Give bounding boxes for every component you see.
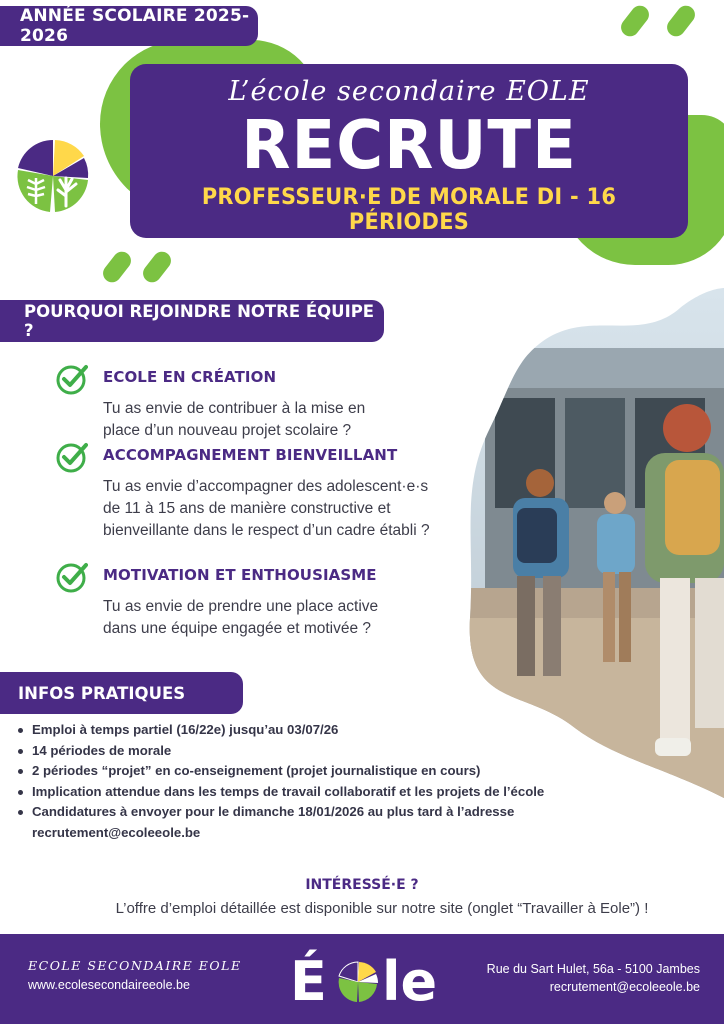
- reason-text: Tu as envie d’accompagner des adolescent·e·s de 11 à 15 ans de manière constructive et bienveillante dans le respect d’un cadre établi ?: [103, 478, 430, 539]
- reason-title: MOTIVATION ET ENTHOUSIASME: [103, 566, 377, 584]
- green-dash-decor: [617, 2, 652, 40]
- footer-website-link[interactable]: www.ecolesecondaireeole.be: [28, 978, 190, 992]
- green-dash-decor: [99, 248, 134, 286]
- check-circle-icon: [56, 561, 88, 593]
- reason-text: Tu as envie de prendre une place active dans une équipe engagée et motivée ?: [103, 598, 379, 637]
- list-item: 2 périodes “projet” en co-enseignement (projet journalistique en cours): [18, 761, 658, 782]
- list-item: Candidatures à envoyer pour le dimanche 18/01/2026 au plus tard à l’adresse recrutement@ecoleeole.be: [18, 802, 578, 843]
- job-title: PROFESSEUR·E DE MORALE DI - 16 PÉRIODES: [201, 185, 617, 235]
- infos-pratiques-header: INFOS PRATIQUES: [0, 672, 243, 714]
- svg-text:É: É: [290, 950, 327, 1013]
- footer: [0, 934, 724, 1024]
- interested-text: L’offre d’emploi détaillée est disponible sur notre site (onglet “Travailler à Eole”) !: [115, 900, 649, 917]
- interested-title: INTÉRESSÉ·E ?: [305, 877, 419, 893]
- green-dash-decor: [663, 2, 698, 40]
- list-item: 14 périodes de morale: [18, 741, 658, 762]
- reason-text: Tu as envie de contribuer à la mise en place d’un nouveau projet scolaire ?: [103, 400, 366, 439]
- green-dash-decor: [139, 248, 174, 286]
- footer-email-link[interactable]: recrutement@ecoleeole.be: [549, 980, 700, 994]
- reason-title: ACCOMPAGNEMENT BIENVEILLANT: [103, 446, 398, 464]
- check-circle-icon: [56, 441, 88, 473]
- reason-title: ECOLE EN CRÉATION: [103, 368, 277, 386]
- info-list: [18, 720, 658, 843]
- reason-item: [56, 368, 446, 442]
- footer-address: Rue du Sart Hulet, 56a - 5100 Jambes: [486, 962, 700, 976]
- list-item: Emploi à temps partiel (16/22e) jusqu’au 03/07/26: [18, 720, 658, 741]
- footer-school-name: ECOLE SECONDAIRE EOLE: [28, 958, 242, 973]
- eole-logo-icon: [290, 942, 440, 1014]
- reason-item: [56, 446, 446, 542]
- hero-card: [130, 64, 688, 238]
- school-year-badge: ANNÉE SCOLAIRE 2025-2026: [0, 6, 258, 46]
- reason-item: [56, 566, 446, 640]
- svg-text:le: le: [382, 950, 438, 1013]
- hero-title: RECRUTE: [241, 107, 577, 185]
- why-join-header: POURQUOI REJOINDRE NOTRE ÉQUIPE ?: [0, 300, 384, 342]
- eole-logo-icon: [14, 138, 92, 214]
- school-name: L’école secondaire EOLE: [228, 76, 590, 107]
- list-item: Implication attendue dans les temps de travail collaboratif et les projets de l’école: [18, 782, 658, 803]
- check-circle-icon: [56, 363, 88, 395]
